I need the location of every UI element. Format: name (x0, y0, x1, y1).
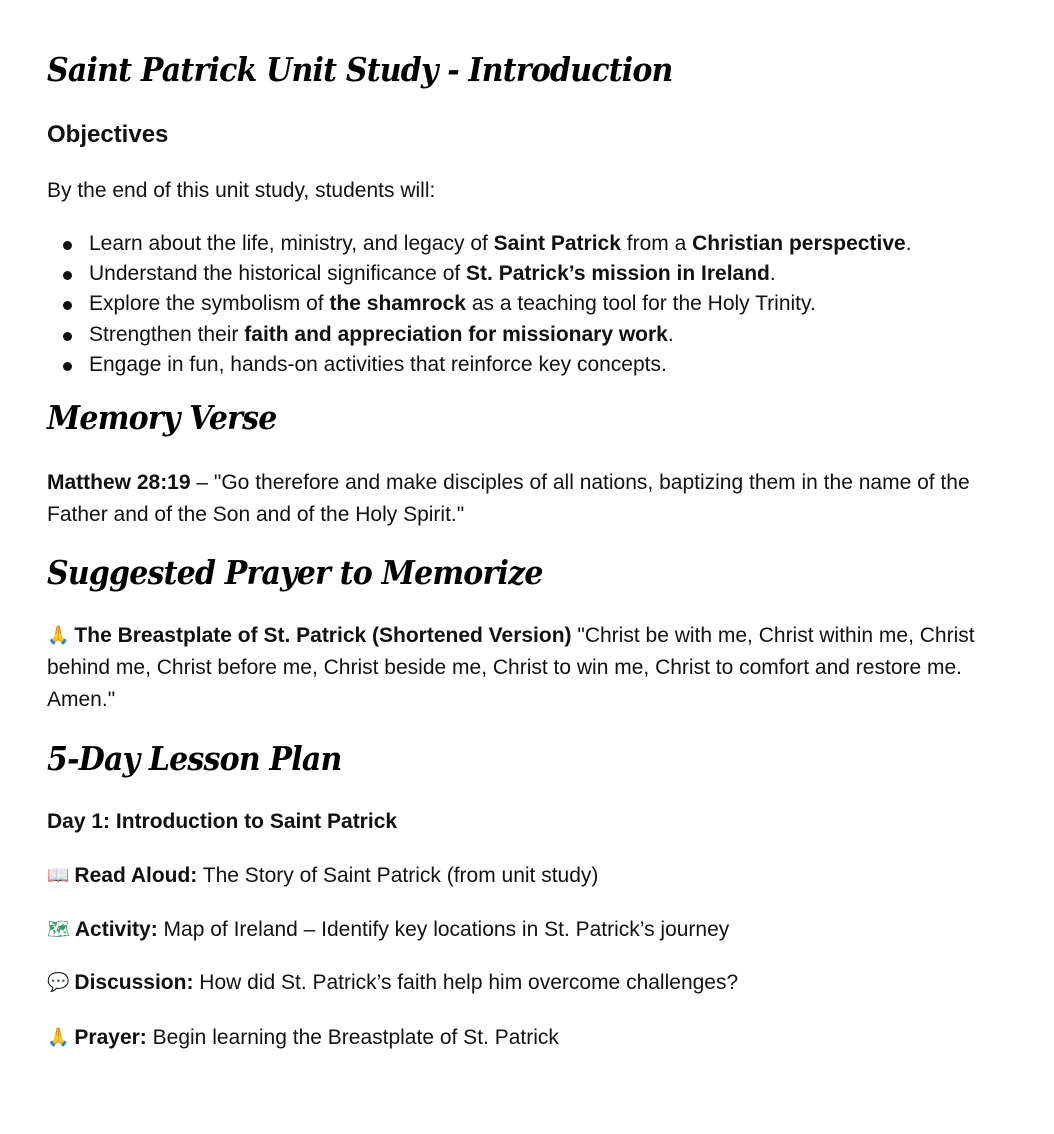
memory-verse-heading: Memory Verse (47, 400, 277, 438)
bullet-dot (63, 241, 72, 250)
objective-item (47, 229, 912, 259)
bullet-dot (63, 332, 72, 341)
objective-item (47, 350, 912, 380)
objective-text: . (905, 232, 912, 255)
objective-text: Engage in fun, hands-on activities that reinforce key concepts. (89, 352, 667, 376)
lesson-item-text: Begin learning the Breastplate of St. Patrick (146, 1026, 559, 1049)
objective-item (47, 259, 912, 289)
speech-bubble-icon: 💬 (47, 972, 70, 993)
objective-emphasis: faith and appreciation for missionary work (244, 322, 668, 346)
lesson-item-text: How did St. Patrick’s faith help him overcome challenges? (193, 971, 739, 994)
lesson-plan-heading: 5-Day Lesson Plan (47, 741, 342, 779)
objective-emphasis: St. Patrick’s mission in Ireland (466, 262, 770, 286)
objective-text: Strengthen their (89, 322, 245, 346)
lesson-item (47, 860, 1007, 892)
lesson-item (47, 1022, 1007, 1054)
objective-text: from a (620, 232, 693, 255)
objective-text: Explore the symbolism of (89, 292, 330, 316)
lesson-item-text: Map of Ireland – Identify key locations in St. Patrick’s journey (157, 918, 730, 941)
prayer-label: The Breastplate of St. Patrick (Shortened Version) (74, 624, 572, 647)
prayer-text (47, 620, 1007, 716)
lesson-item-label: Prayer: (74, 1026, 147, 1049)
bullet-dot (63, 271, 72, 280)
lesson-item-label: Activity: (74, 918, 158, 941)
day-title: Day 1: Introduction to Saint Patrick (47, 810, 398, 833)
verse-quote: – "Go therefore and make disciples of all nations, baptizing them in the name of the Father and of the Son and of the Holy Spirit." (47, 471, 970, 526)
objective-text: . (769, 262, 776, 286)
folded-hands-icon: 🙏 (47, 625, 70, 646)
lesson-item-label: Read Aloud: (74, 864, 198, 887)
objectives-intro: By the end of this unit study, students will: (47, 179, 436, 202)
lesson-item-text: The Story of Saint Patrick (from unit study) (197, 864, 599, 887)
objective-text: Learn about the life, ministry, and legacy of (89, 232, 494, 255)
memory-verse-text (47, 467, 1007, 531)
objectives-heading: Objectives (47, 121, 169, 148)
objective-text: as a teaching tool for the Holy Trinity. (466, 292, 816, 316)
objective-emphasis: Saint Patrick (493, 232, 621, 255)
verse-reference: Matthew 28:19 (47, 471, 191, 494)
lesson-item (47, 967, 1007, 999)
objective-item (47, 320, 912, 350)
open-book-icon: 📖 (47, 865, 70, 886)
prayer-body: "Christ be with me, Christ within me, Christ behind me, Christ before me, Christ beside me, Christ to win me, Christ to comfort and restore me. Amen." (47, 624, 975, 711)
world-map-icon: 🗺 (47, 919, 70, 940)
objective-emphasis: Christian perspective (692, 232, 906, 255)
objective-text: . (667, 322, 674, 346)
page-title: Saint Patrick Unit Study - Introduction (47, 52, 673, 90)
objectives-list (47, 229, 912, 380)
folded-hands-icon: 🙏 (47, 1027, 70, 1048)
objective-text: Understand the historical significance of (89, 262, 467, 286)
bullet-dot (63, 301, 72, 310)
prayer-heading: Suggested Prayer to Memorize (47, 555, 543, 593)
lesson-item (47, 914, 1007, 946)
lesson-item-label: Discussion: (74, 971, 194, 994)
objective-emphasis: the shamrock (329, 292, 466, 316)
objective-item (47, 289, 912, 319)
bullet-dot (63, 362, 72, 371)
